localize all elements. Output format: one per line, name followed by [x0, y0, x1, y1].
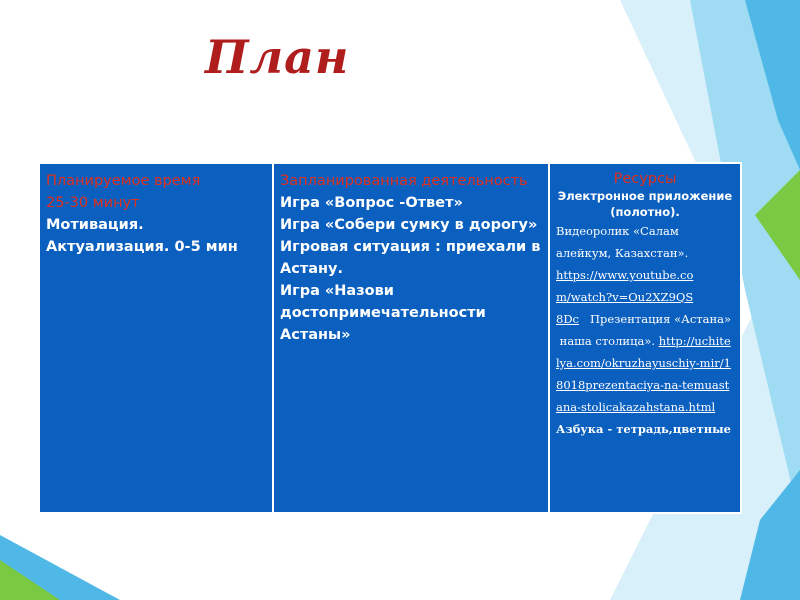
activity-item: Игровая ситуация : приехали в Астану. — [280, 239, 541, 277]
page-title: План — [205, 30, 350, 84]
time-column — [39, 163, 273, 513]
resource-video — [556, 220, 734, 440]
resources-header: Ресурсы — [613, 171, 677, 187]
presentation-link[interactable]: http://uchitelya.com/okruzhayuschiy-mir/18018prezentaciya-na-temuastana-stolicakazahstana.html — [556, 334, 731, 414]
resource-tail: Азбука - тетрадь,цветные — [556, 422, 731, 436]
activity-item: Игра «Вопрос -Ответ» — [280, 195, 463, 211]
video-title: Видеоролик «Салам алейкум, Казахстан». — [556, 224, 689, 260]
plan-table — [38, 162, 742, 514]
time-header: Планируемое время — [46, 173, 201, 189]
actualization-label: Актуализация. 0-5 мин — [46, 239, 238, 255]
time-duration: 25-30 минут — [46, 195, 140, 211]
motivation-label: Мотивация. — [46, 217, 144, 233]
activity-header: Запланированная деятельность — [280, 173, 528, 189]
video-link-part[interactable]: m/watch?v=Ou2XZ9QS — [556, 290, 694, 304]
video-link-part[interactable]: https://www.youtube.co — [556, 268, 694, 282]
activity-item: Игра «Собери сумку в дорогу» — [280, 217, 538, 233]
resources-column — [549, 163, 741, 513]
capital-label: наша столица». — [559, 334, 656, 348]
activity-column — [273, 163, 549, 513]
presentation-title: Презентация «Астана» — [589, 312, 732, 326]
resource-app: Электронное приложение (полотно). — [557, 189, 733, 219]
activity-item: Игра «Назови достопримечательности Астаны» — [280, 283, 486, 343]
video-link-part[interactable]: 8Dc — [556, 312, 579, 326]
